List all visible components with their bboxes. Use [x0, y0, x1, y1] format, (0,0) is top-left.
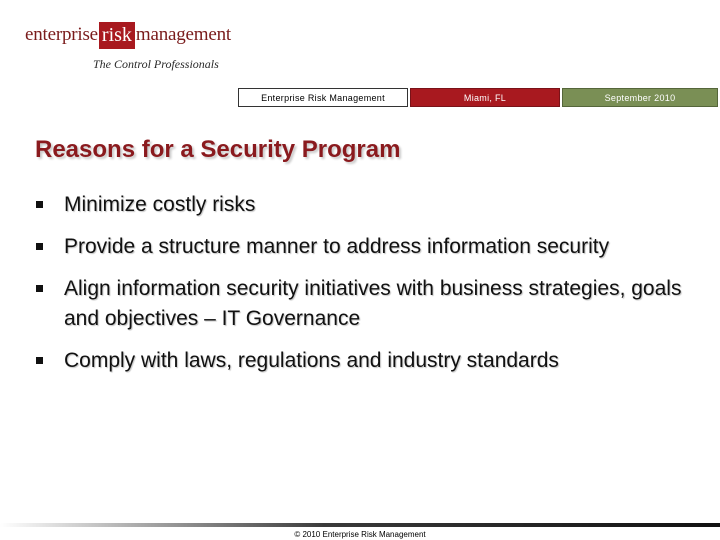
footer-copyright: © 2010 Enterprise Risk Management — [294, 530, 426, 539]
slide-title: Reasons for a Security Program — [35, 136, 401, 163]
logo-wordmark — [25, 20, 231, 50]
square-bullet-icon — [36, 201, 43, 208]
bullet-text: Minimize costly risks — [64, 193, 256, 216]
logo-word-risk: risk — [99, 22, 135, 49]
bullet-text: Provide a structure manner to address information security — [64, 235, 610, 258]
bullet-text: Align information security initiatives with business strategies, goals and objectives – IT Governance — [64, 277, 682, 330]
footer-divider — [0, 523, 720, 527]
square-bullet-icon — [36, 243, 43, 250]
header-tab-organization: Enterprise Risk Management — [238, 88, 408, 107]
bullet-item — [36, 190, 711, 220]
bullet-item — [36, 274, 711, 334]
company-logo — [25, 14, 231, 76]
logo-word-enterprise: enterprise — [25, 24, 98, 45]
bullet-text: Comply with laws, regulations and industry standards — [64, 349, 559, 372]
bullet-item — [36, 346, 711, 376]
logo-tagline: The Control Professionals — [93, 57, 219, 71]
logo-word-management: management — [135, 24, 231, 45]
bullet-item — [36, 232, 711, 262]
square-bullet-icon — [36, 285, 43, 292]
square-bullet-icon — [36, 357, 43, 364]
header-tab-location: Miami, FL — [410, 88, 560, 107]
bullet-list — [36, 190, 711, 376]
header-tab-date: September 2010 — [562, 88, 718, 107]
